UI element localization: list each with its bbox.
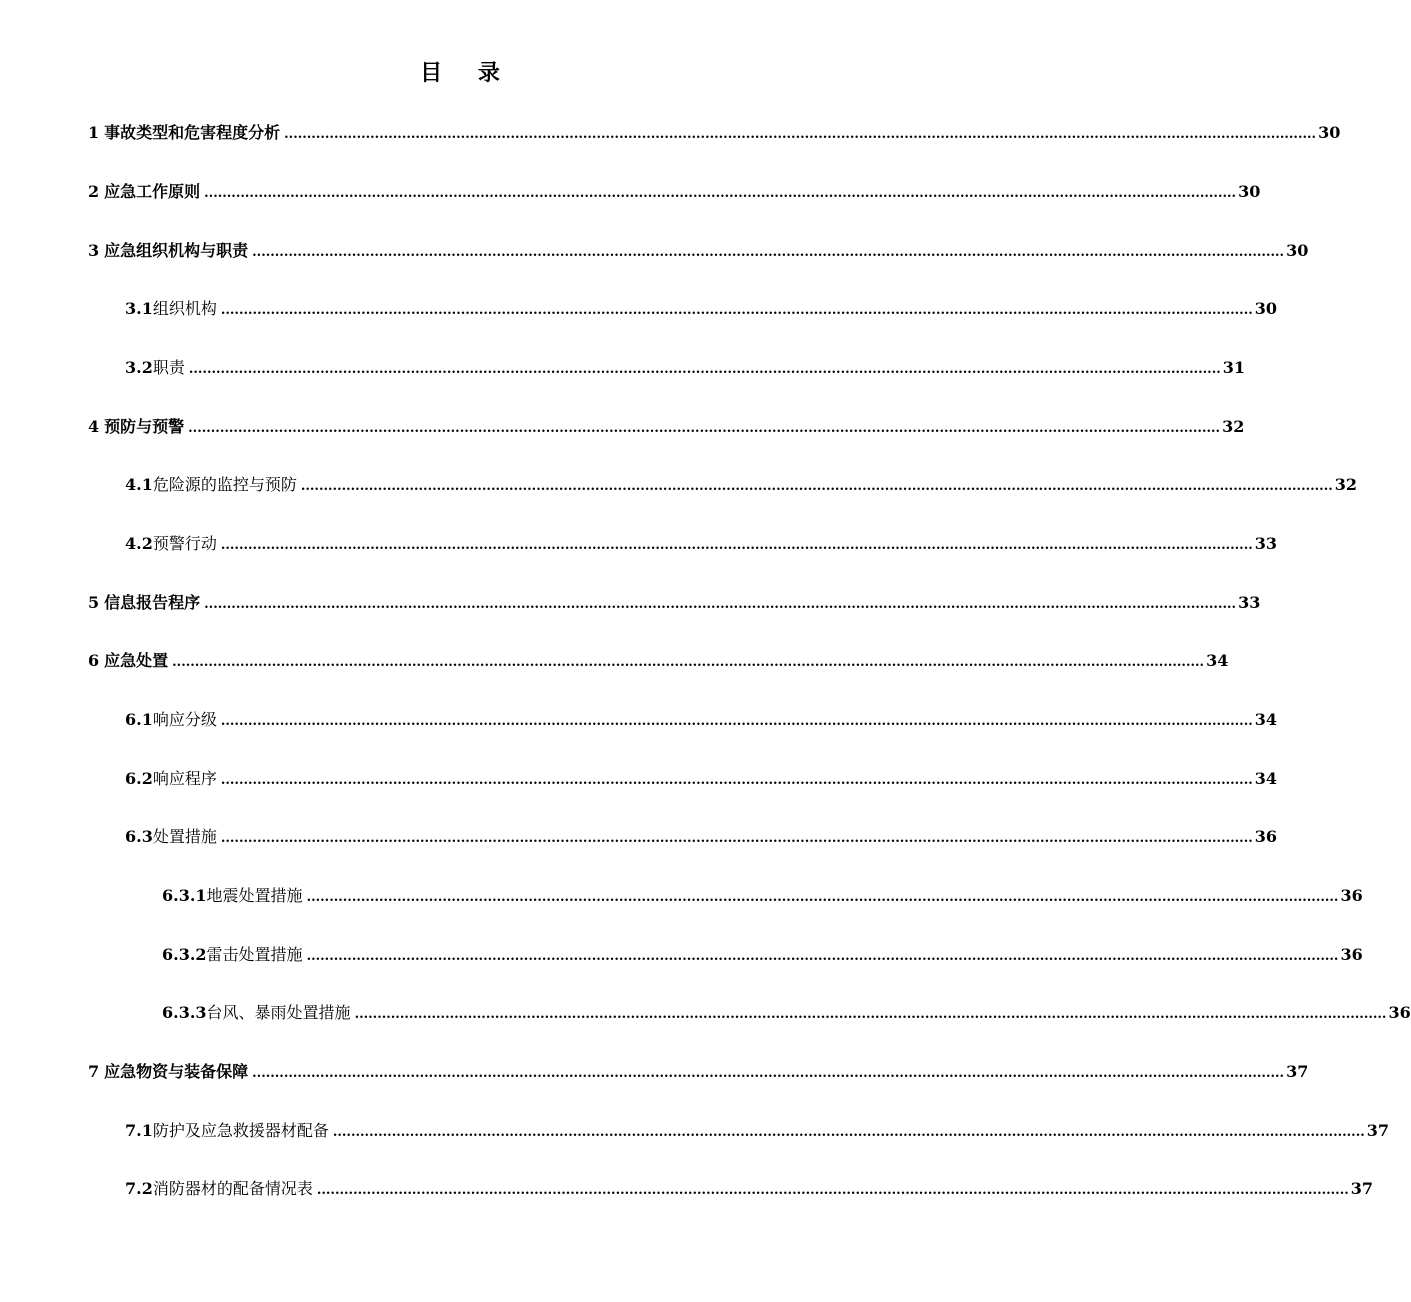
toc-entry-6-3[interactable]: [125, 825, 1278, 849]
toc-entry-6-3-3[interactable]: [162, 1001, 1411, 1025]
toc-entry-6-3-2[interactable]: [162, 943, 1363, 967]
toc-number: 3.2: [125, 358, 153, 377]
toc-leader: ....................................................................................................................................................................................................................................: [252, 1066, 1285, 1081]
toc-page-number: 30: [1254, 299, 1278, 318]
toc-leader: ....................................................................................................................................................................................................................................: [204, 186, 1237, 201]
toc-number: 7.2: [125, 1179, 153, 1198]
toc-entry-5[interactable]: [88, 591, 1261, 615]
toc-entry-4-1[interactable]: [125, 473, 1358, 497]
toc-page-number: 37: [1286, 1062, 1309, 1081]
toc-page-number: 37: [1366, 1121, 1390, 1140]
toc-number: 4.1: [125, 475, 153, 494]
toc-entry-6[interactable]: [88, 649, 1229, 673]
toc-number: 6.1: [125, 710, 153, 729]
toc-page-number: 37: [1350, 1179, 1374, 1198]
toc-page-number: 32: [1334, 475, 1358, 494]
toc-entry-7-2[interactable]: [125, 1177, 1374, 1201]
toc-page-number: 32: [1222, 417, 1245, 436]
toc-page-number: 33: [1238, 593, 1261, 612]
toc-label: 台风、暴雨处置措施: [206, 1003, 351, 1022]
toc-entry-6-2[interactable]: [125, 767, 1278, 791]
toc-entry-1[interactable]: [88, 121, 1341, 145]
toc-label: 应急处置: [104, 651, 169, 670]
toc-label: 应急物资与装备保障: [104, 1062, 249, 1081]
toc-page-number: 30: [1286, 241, 1309, 260]
toc-page-number: 34: [1206, 651, 1229, 670]
toc-leader: ....................................................................................................................................................................................................................................: [220, 831, 1253, 846]
toc-number: 1: [88, 123, 100, 142]
toc-leader: ....................................................................................................................................................................................................................................: [252, 245, 1285, 260]
toc-entry-3[interactable]: [88, 239, 1309, 263]
toc-leader: ....................................................................................................................................................................................................................................: [172, 655, 1205, 670]
toc-entry-2[interactable]: [88, 180, 1261, 204]
toc-page-number: 36: [1340, 886, 1363, 905]
toc-number: 4: [88, 417, 100, 436]
toc-leader: ....................................................................................................................................................................................................................................: [188, 362, 1221, 377]
toc-page-number: 30: [1238, 182, 1261, 201]
toc-page-number: 33: [1254, 534, 1278, 553]
toc-leader: ....................................................................................................................................................................................................................................: [332, 1125, 1365, 1140]
toc-entry-4-2[interactable]: [125, 532, 1278, 556]
toc-label: 响应分级: [152, 710, 217, 729]
toc-label: 信息报告程序: [104, 593, 201, 612]
toc-leader: ....................................................................................................................................................................................................................................: [300, 479, 1333, 494]
toc-leader: ....................................................................................................................................................................................................................................: [204, 597, 1237, 612]
toc-number: 7: [88, 1062, 100, 1081]
toc-page-number: 36: [1388, 1003, 1411, 1022]
toc-number: 4.2: [125, 534, 153, 553]
toc-number: 6.2: [125, 769, 153, 788]
toc-label: 地震处置措施: [206, 886, 303, 905]
toc-entry-3-1[interactable]: [125, 297, 1278, 321]
page-title: 目 录: [420, 60, 514, 86]
toc-label: 组织机构: [152, 299, 217, 318]
toc-label: 危险源的监控与预防: [152, 475, 297, 494]
toc-page-number: 34: [1254, 710, 1278, 729]
toc-label: 预防与预警: [104, 417, 185, 436]
toc-page-number: 36: [1340, 945, 1363, 964]
toc-label: 职责: [152, 358, 185, 377]
toc-number: 7.1: [125, 1121, 153, 1140]
toc-number: 6: [88, 651, 100, 670]
toc-number: 6.3.1: [162, 886, 207, 905]
toc-label: 事故类型和危害程度分析: [104, 123, 281, 142]
toc-leader: ....................................................................................................................................................................................................................................: [188, 421, 1221, 436]
toc-label: 应急组织机构与职责: [104, 241, 249, 260]
toc-label: 处置措施: [152, 827, 217, 846]
toc-leader: ....................................................................................................................................................................................................................................: [306, 890, 1339, 905]
toc-leader: ....................................................................................................................................................................................................................................: [316, 1183, 1349, 1198]
toc-number: 6.3.2: [162, 945, 207, 964]
toc-number: 6.3.3: [162, 1003, 207, 1022]
toc-leader: ....................................................................................................................................................................................................................................: [220, 538, 1253, 553]
toc-label: 消防器材的配备情况表: [152, 1179, 313, 1198]
toc-label: 预警行动: [152, 534, 217, 553]
toc-label: 雷击处置措施: [206, 945, 303, 964]
toc-label: 响应程序: [152, 769, 217, 788]
toc-entry-4[interactable]: [88, 415, 1245, 439]
toc-label: 应急工作原则: [104, 182, 201, 201]
toc-number: 2: [88, 182, 100, 201]
toc-entry-6-1[interactable]: [125, 708, 1278, 732]
toc-page-number: 36: [1254, 827, 1278, 846]
toc-leader: ....................................................................................................................................................................................................................................: [306, 949, 1339, 964]
toc-entry-6-3-1[interactable]: [162, 884, 1363, 908]
toc-label: 防护及应急救援器材配备: [152, 1121, 329, 1140]
toc-number: 3.1: [125, 299, 153, 318]
toc-page-number: 31: [1222, 358, 1246, 377]
toc-number: 3: [88, 241, 100, 260]
toc-leader: ....................................................................................................................................................................................................................................: [354, 1007, 1387, 1022]
toc-page-number: 34: [1254, 769, 1278, 788]
toc-entry-3-2[interactable]: [125, 356, 1246, 380]
toc-entry-7[interactable]: [88, 1060, 1309, 1084]
toc-number: 6.3: [125, 827, 153, 846]
toc-leader: ....................................................................................................................................................................................................................................: [220, 773, 1253, 788]
toc-number: 5: [88, 593, 100, 612]
toc-entry-7-1[interactable]: [125, 1119, 1390, 1143]
toc-leader: ....................................................................................................................................................................................................................................: [284, 127, 1317, 142]
toc-leader: ....................................................................................................................................................................................................................................: [220, 303, 1253, 318]
toc-page-number: 30: [1318, 123, 1341, 142]
toc-leader: ....................................................................................................................................................................................................................................: [220, 714, 1253, 729]
